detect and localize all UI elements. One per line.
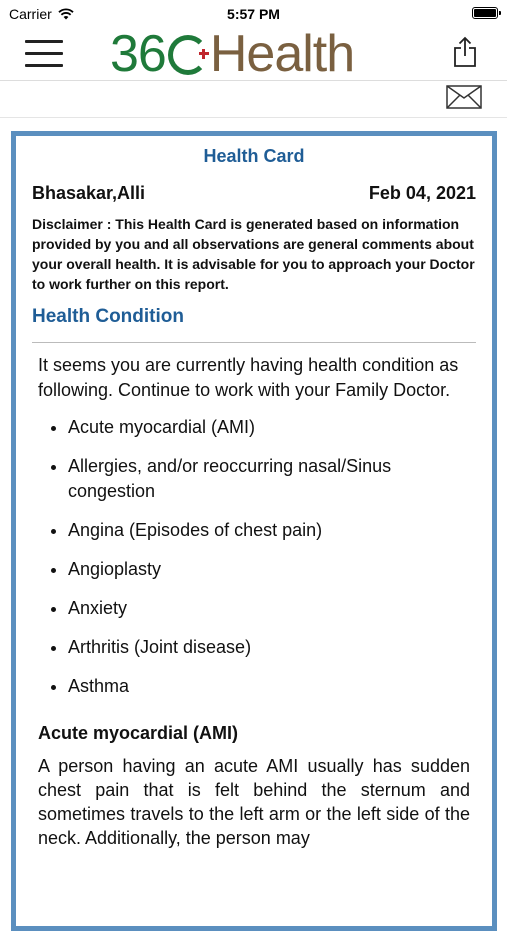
battery-icon: [472, 7, 498, 19]
list-item: • Angina (Episodes of chest pain): [68, 518, 472, 543]
list-item: • Arthritis (Joint disease): [68, 635, 472, 660]
section-heading: Health Condition: [32, 306, 184, 327]
logo-number: 36: [110, 25, 166, 83]
detail-paragraph: A person having an acute AMI usually has sudden chest pain that is felt behind the sternum and sometimes travels to the left arm or the left side of the neck. Additionally, the person may: [38, 756, 470, 848]
patient-name: Bhasakar,Alli: [32, 183, 146, 203]
disclaimer-text: Disclaimer : This Health Card is generated based on information provided by you and all observations are general comments about your overall health. It is advisable for you to approach your Doctor to work further on this report.: [32, 216, 475, 292]
list-item: • Asthma: [68, 674, 472, 699]
card-title: Health Card: [203, 146, 305, 166]
list-item: • Angioplasty: [68, 557, 472, 582]
logo-word: Health: [209, 25, 355, 83]
nav-bar: [0, 25, 507, 83]
section-divider: [32, 342, 476, 343]
health-card: [11, 131, 497, 931]
clock: 5:57 PM: [227, 6, 280, 22]
app-logo: [110, 24, 355, 83]
detail-heading: Acute myocardial (AMI): [38, 723, 239, 743]
hamburger-menu-icon[interactable]: [25, 40, 63, 68]
action-toolbar: [0, 81, 507, 118]
intro-text: It seems you are currently having health condition as following. Continue to work with your Family Doctor.: [38, 355, 459, 400]
carrier-label: Carrier: [9, 6, 52, 22]
report-date: Feb 04, 2021: [368, 183, 476, 203]
list-item: • Anxiety: [68, 596, 472, 621]
share-icon[interactable]: [453, 36, 477, 68]
list-item: • Allergies, and/or reoccurring nasal/Sinus congestion: [68, 454, 472, 504]
mail-icon[interactable]: [446, 85, 482, 109]
patient-row: [16, 183, 492, 204]
list-item: • Acute myocardial (AMI): [68, 415, 472, 440]
logo-cross-icon: [168, 35, 208, 75]
condition-list: [16, 415, 492, 699]
